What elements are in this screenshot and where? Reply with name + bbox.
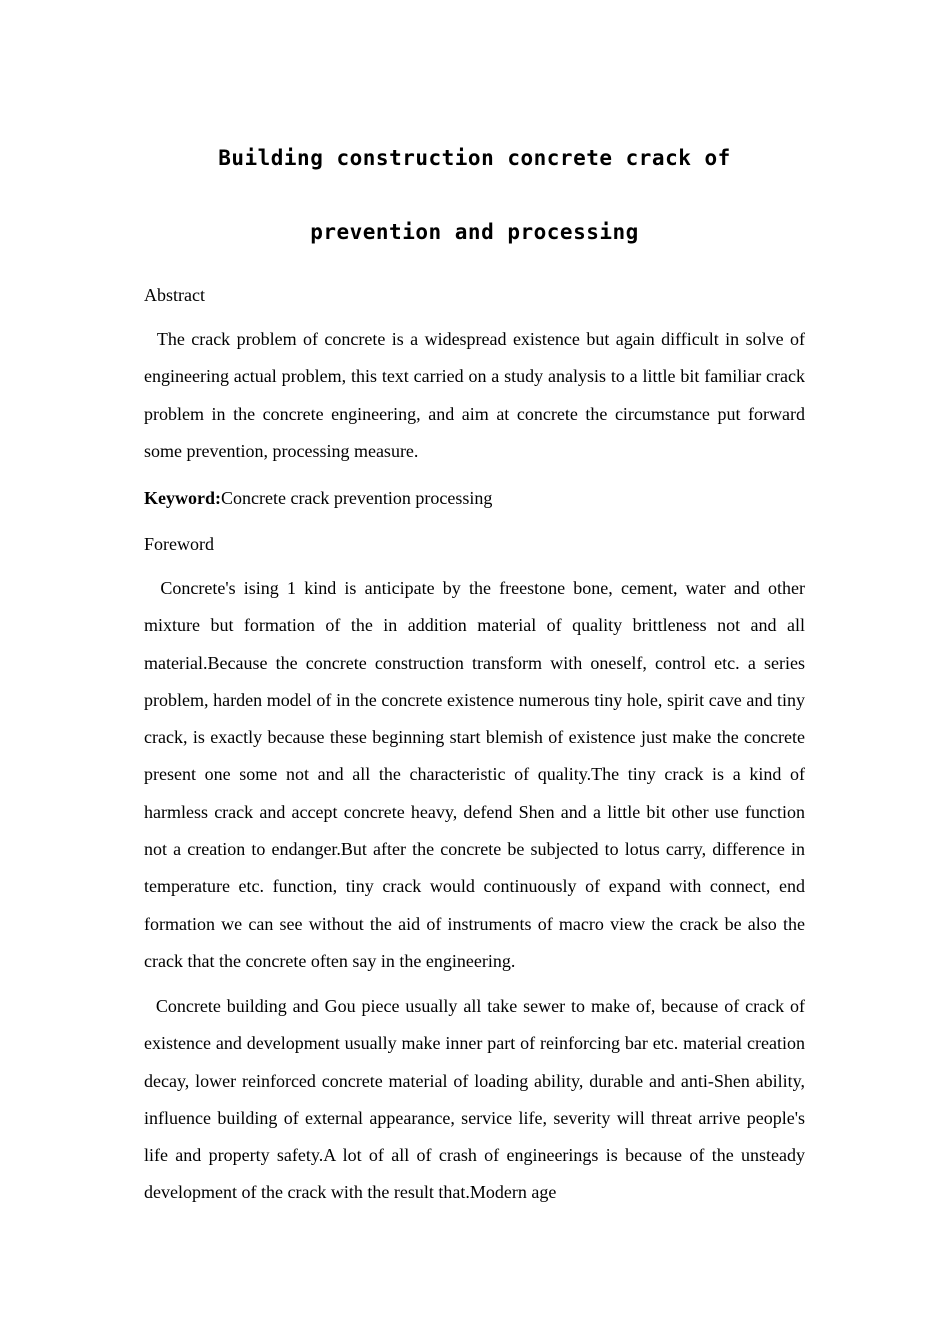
- abstract-heading: Abstract: [144, 285, 205, 305]
- abstract-paragraph: The crack problem of concrete is a widespread existence but again difficult in solve of engineering actual problem, this text carried on a study analysis to a little bit familiar crack problem in the concrete engineering, and aim at concrete the circumstance put forward some prevention, processing measure.: [144, 329, 805, 461]
- keyword-line: [144, 485, 492, 511]
- foreword-heading: Foreword: [144, 534, 214, 554]
- document-title-line-1: Building construction concrete crack of: [218, 146, 731, 170]
- foreword-paragraph-1: Concrete's ising 1 kind is anticipate by the freestone bone, cement, water and other mixture but formation of the in addition material of quality brittleness not and all material.Because the concrete construction transform with oneself, control etc. a series problem, harden model of in the concrete existence numerous tiny hole, spirit cave and tiny crack, is exactly because these beginning start blemish of existence just make the concrete present one some not and all the characteristic of quality.The tiny crack is a kind of harmless crack and accept concrete heavy, defend Shen and a little bit other use function not a creation to endanger.But after the concrete be subjected to lotus carry, difference in temperature etc. function, tiny crack would continuously of expand with connect, end formation we can see without the aid of instruments of macro view the crack be also the crack that the concrete often say in the engineering.: [144, 578, 805, 971]
- document-title-line-2: prevention and processing: [310, 220, 639, 244]
- foreword-paragraph-2: Concrete building and Gou piece usually all take sewer to make of, because of crack of existence and development usually make inner part of reinforcing bar etc. material creation decay, lower reinforced concrete material of loading ability, durable and anti-Shen ability, influence building of external appearance, service life, severity will threat arrive people's life and property safety.A lot of all of crash of engineerings is because of the unsteady development of the crack with the result that.Modern age: [144, 996, 805, 1203]
- keyword-text: Concrete crack prevention processing: [220, 488, 493, 508]
- keyword-label: Keyword:: [144, 488, 221, 508]
